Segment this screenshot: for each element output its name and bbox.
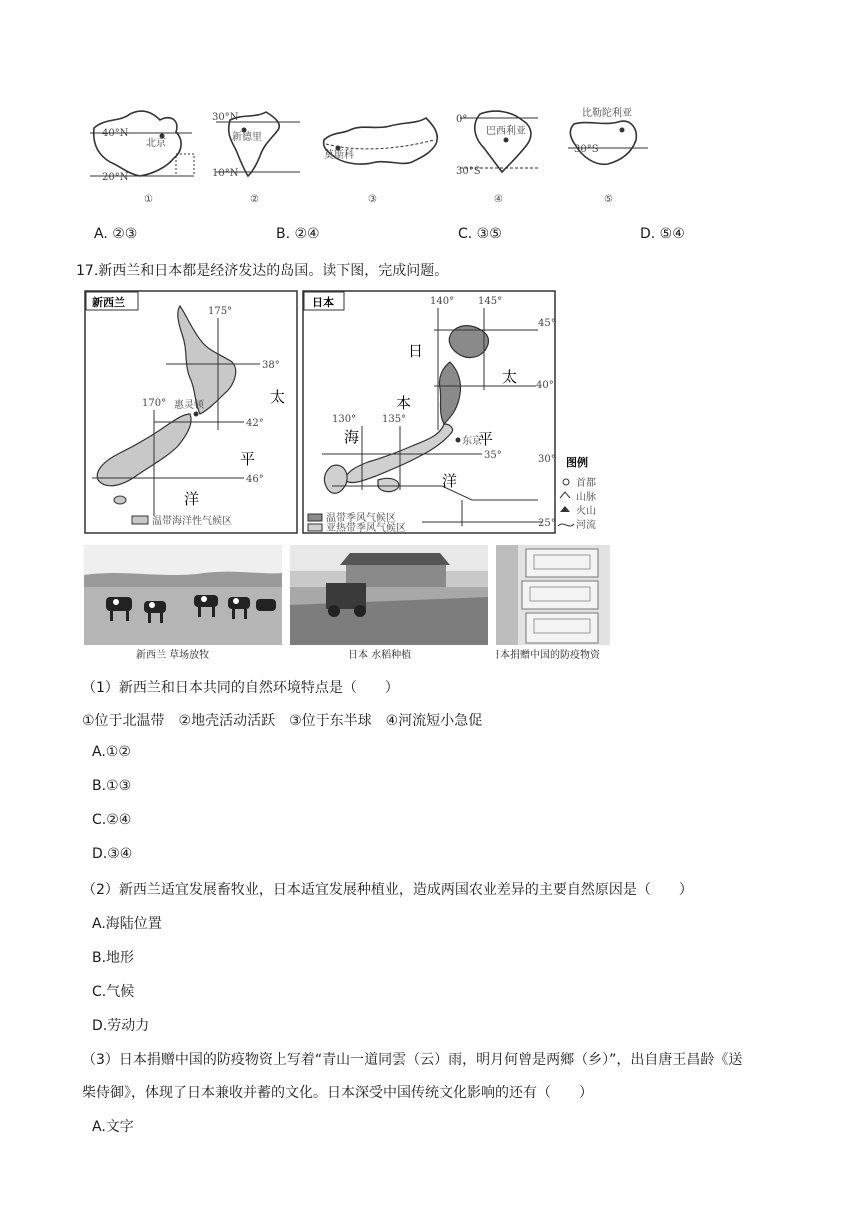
nz-lat-46: 46°: [246, 474, 264, 485]
q1-stem: （1）新西兰和日本共同的自然环境特点是（ ）: [82, 680, 399, 696]
q2-option-d[interactable]: D.劳动力: [92, 1018, 150, 1034]
photo-caption-rice: 日本 水稻种植: [348, 650, 412, 661]
q1-option-b[interactable]: B.①③: [92, 778, 132, 794]
japan-map: [302, 290, 614, 534]
nz-ocean-char-3: 洋: [184, 490, 200, 508]
nz-city-wellington: 惠灵顿: [174, 400, 204, 411]
map5-label-0: 比勒陀利亚: [582, 108, 632, 119]
map4-label-0: 0°: [456, 114, 468, 125]
japan-lon-135: 135°: [382, 414, 407, 425]
map1-label-1: 北京: [146, 138, 166, 149]
map5-label-1: 30°S: [574, 144, 599, 155]
nz-lon-175: 175°: [208, 306, 233, 317]
map3-number: ③: [368, 194, 377, 205]
nz-lon-170: 170°: [142, 398, 167, 409]
map2-label-1: 新德里: [232, 132, 262, 143]
japan-sea-char-3: 海: [344, 428, 360, 446]
japan-ocean-char-3: 洋: [442, 472, 458, 490]
japan-lon-130: 130°: [332, 414, 357, 425]
q16-option-c[interactable]: C. ③⑤: [458, 226, 502, 242]
japan-sea-char-1: 日: [408, 342, 424, 360]
nz-map: [84, 290, 298, 534]
map2-label-2: 10°N: [212, 168, 239, 179]
q2-option-c[interactable]: C.气候: [92, 984, 135, 1000]
legend-capital: 首都: [576, 478, 596, 489]
q3-stem-line1: （3）日本捐赠中国的防疫物资上写着“青山一道同雲（云）雨，明月何曾是两鄉（乡）”，出自唐王昌龄《送: [82, 1052, 743, 1068]
q2-stem: （2）新西兰适宜发展畜牧业，日本适宜发展种植业，造成两国农业差异的主要自然原因是（ ）: [82, 882, 693, 898]
map2-number: ②: [250, 194, 259, 205]
q1-option-a[interactable]: A.①②: [92, 744, 131, 760]
japan-lat-45: 45°: [538, 318, 556, 329]
japan-ocean-char-1: 太: [502, 368, 518, 386]
japan-lat-25: 25°: [538, 518, 556, 529]
map-china: [90, 111, 194, 205]
country-maps-figure: [80, 100, 680, 210]
nz-ocean-char-2: 平: [240, 450, 256, 468]
japan-lon-145: 145°: [478, 296, 503, 307]
nz-lat-42: 42°: [246, 418, 264, 429]
map1-number: ①: [144, 194, 153, 205]
q3-option-a[interactable]: A.文字: [92, 1119, 134, 1135]
map-brazil: [456, 111, 538, 205]
nz-ocean-char-1: 太: [270, 388, 286, 406]
japan-lat-40: 40°: [536, 380, 554, 391]
nz-legend-label: 温带海洋性气候区: [152, 516, 232, 527]
map1-label-0: 40°N: [102, 128, 129, 139]
photo-nz-pasture: [84, 545, 282, 663]
photo-caption-nz: 新西兰 草场放牧: [136, 650, 210, 661]
q16-option-b[interactable]: B. ②④: [276, 226, 320, 242]
map3-label-0: 莫斯科: [324, 150, 354, 161]
legend-title: 图例: [566, 456, 588, 469]
map4-label-2: 30°S: [456, 166, 481, 177]
nz-map-title: 新西兰: [92, 296, 125, 309]
japan-sea-char-2: 本: [396, 394, 412, 412]
japan-city-tokyo: 东京: [462, 436, 482, 447]
q3-stem-line2: 柴侍御》，体现了日本兼收并蓄的文化。日本深受中国传统文化影响的还有（ ）: [82, 1085, 593, 1101]
map2-label-0: 30°N: [212, 112, 239, 123]
q16-option-d[interactable]: D. ⑤④: [640, 226, 685, 242]
country-maps-row: [80, 100, 680, 210]
japan-ocean-char-2: 平: [478, 430, 494, 448]
map-india: [212, 112, 300, 205]
map1-label-2: 20°N: [102, 172, 129, 183]
photo-japan-rice: [290, 545, 488, 663]
japan-lon-140: 140°: [430, 296, 455, 307]
q1-option-c[interactable]: C.②④: [92, 812, 132, 828]
map4-number: ④: [494, 194, 503, 205]
japan-map-title: 日本: [312, 296, 334, 309]
photo-japan-supplies: [496, 545, 610, 663]
nz-lat-38: 38°: [262, 360, 280, 371]
photo-caption-supplies: 日本捐赠中国的防疫物资: [496, 650, 600, 661]
q1-option-d[interactable]: D.③④: [92, 846, 133, 862]
japan-lat-35: 35°: [484, 450, 502, 461]
q16-option-a[interactable]: A. ②③: [94, 226, 138, 242]
legend-river: 河流: [576, 520, 596, 531]
legend-mountain: 山脉: [576, 492, 596, 503]
japan-legend-subtropical: 亚热带季风气候区: [326, 523, 406, 534]
japan-lat-30: 30°: [538, 454, 556, 465]
q2-option-b[interactable]: B.地形: [92, 950, 135, 966]
q17-stem: 17.新西兰和日本都是经济发达的岛国。读下图，完成问题。: [76, 263, 449, 279]
q2-option-a[interactable]: A.海陆位置: [92, 916, 162, 932]
q1-choices: ①位于北温带 ②地壳活动活跃 ③位于东半球 ④河流短小急促: [82, 713, 483, 729]
map5-number: ⑤: [604, 194, 613, 205]
map4-label-1: 巴西利亚: [486, 126, 526, 137]
japan-legend-temperate: 温带季风气候区: [326, 513, 396, 524]
map-russia: [324, 118, 438, 205]
map-south-africa: [568, 106, 648, 205]
legend-volcano: 火山: [576, 506, 596, 517]
